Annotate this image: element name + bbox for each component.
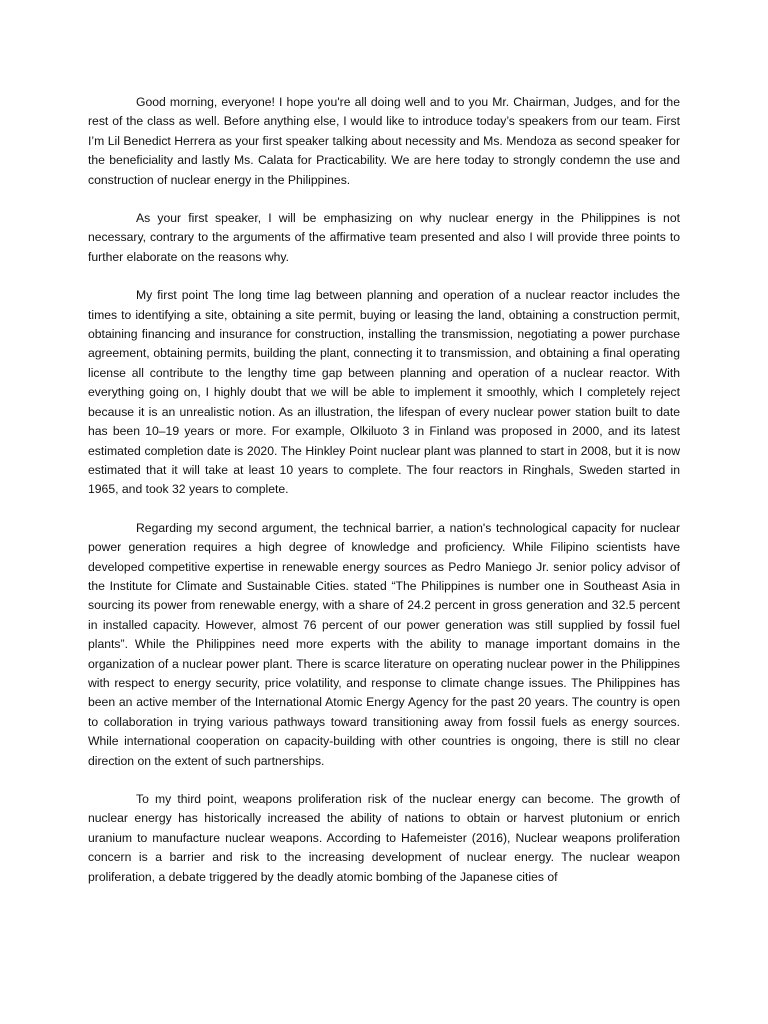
document-body bbox=[88, 93, 680, 887]
paragraph-first-speaker: As your first speaker, I will be emphasizing on why nuclear energy in the Philippines is not necessary, contrary to the arguments of the affirmative team presented and also I will provide three points to further elaborate on the reasons why. bbox=[88, 211, 680, 264]
paragraph-first-point: My first point The long time lag between planning and operation of a nuclear reactor includes the times to identifying a site, obtaining a site permit, buying or leasing the land, obtaining a construction permit, obtaining financing and insurance for construction, installing the transmission, negotiating a power purchase agreement, obtaining permits, building the plant, connecting it to transmission, and obtaining a final operating license all contribute to the lengthy time gap between planning and operation of a nuclear reactor. With everything going on, I highly doubt that we will be able to implement it smoothly, which I completely reject because it is an unrealistic notion. As an illustration, the lifespan of every nuclear power station built to date has been 10–19 years or more. For example, Olkiluoto 3 in Finland was proposed in 2000, and its latest estimated completion date is 2020. The Hinkley Point nuclear plant was planned to start in 2008, but it is now estimated that it will take at least 10 years to complete. The four reactors in Ringhals, Sweden started in 1965, and took 32 years to complete. bbox=[88, 288, 680, 497]
paragraph-introduction: Good morning, everyone! I hope you're all doing well and to you Mr. Chairman, Judges, and for the rest of the class as well. Before anything else, I would like to introduce today’s speakers from our team. First I’m Lil Benedict Herrera as your first speaker talking about necessity and Ms. Mendoza as second speaker for the beneficiality and lastly Ms. Calata for Practicability. We are here today to strongly condemn the use and construction of nuclear energy in the Philippines. bbox=[88, 95, 680, 187]
paragraph-third-point: To my third point, weapons proliferation risk of the nuclear energy can become. The growth of nuclear energy has historically increased the ability of nations to obtain or harvest plutonium or enrich uranium to manufacture nuclear weapons. According to Hafemeister (2016), Nuclear weapons proliferation concern is a barrier and risk to the increasing development of nuclear energy. The nuclear weapon proliferation, a debate triggered by the deadly atomic bombing of the Japanese cities of bbox=[88, 792, 680, 884]
paragraph-second-argument: Regarding my second argument, the technical barrier, a nation's technological capacity for nuclear power generation requires a high degree of knowledge and proficiency. While Filipino scientists have developed competitive expertise in renewable energy sources as Pedro Maniego Jr. senior policy advisor of the Institute for Climate and Sustainable Cities. stated “The Philippines is number one in Southeast Asia in sourcing its power from renewable energy, with a share of 24.2 percent in gross generation and 32.5 percent in installed capacity. However, almost 76 percent of our power generation was still supplied by fossil fuel plants”. While the Philippines need more experts with the ability to manage important domains in the organization of a nuclear power plant. There is scarce literature on operating nuclear power in the Philippines with respect to energy security, price volatility, and response to climate change issues. The Philippines has been an active member of the International Atomic Energy Agency for the past 20 years. The country is open to collaboration in trying various pathways toward transitioning away from fossil fuels as energy sources. While international cooperation on capacity-building with other countries is ongoing, there is still no clear direction on the extent of such partnerships. bbox=[88, 520, 680, 768]
